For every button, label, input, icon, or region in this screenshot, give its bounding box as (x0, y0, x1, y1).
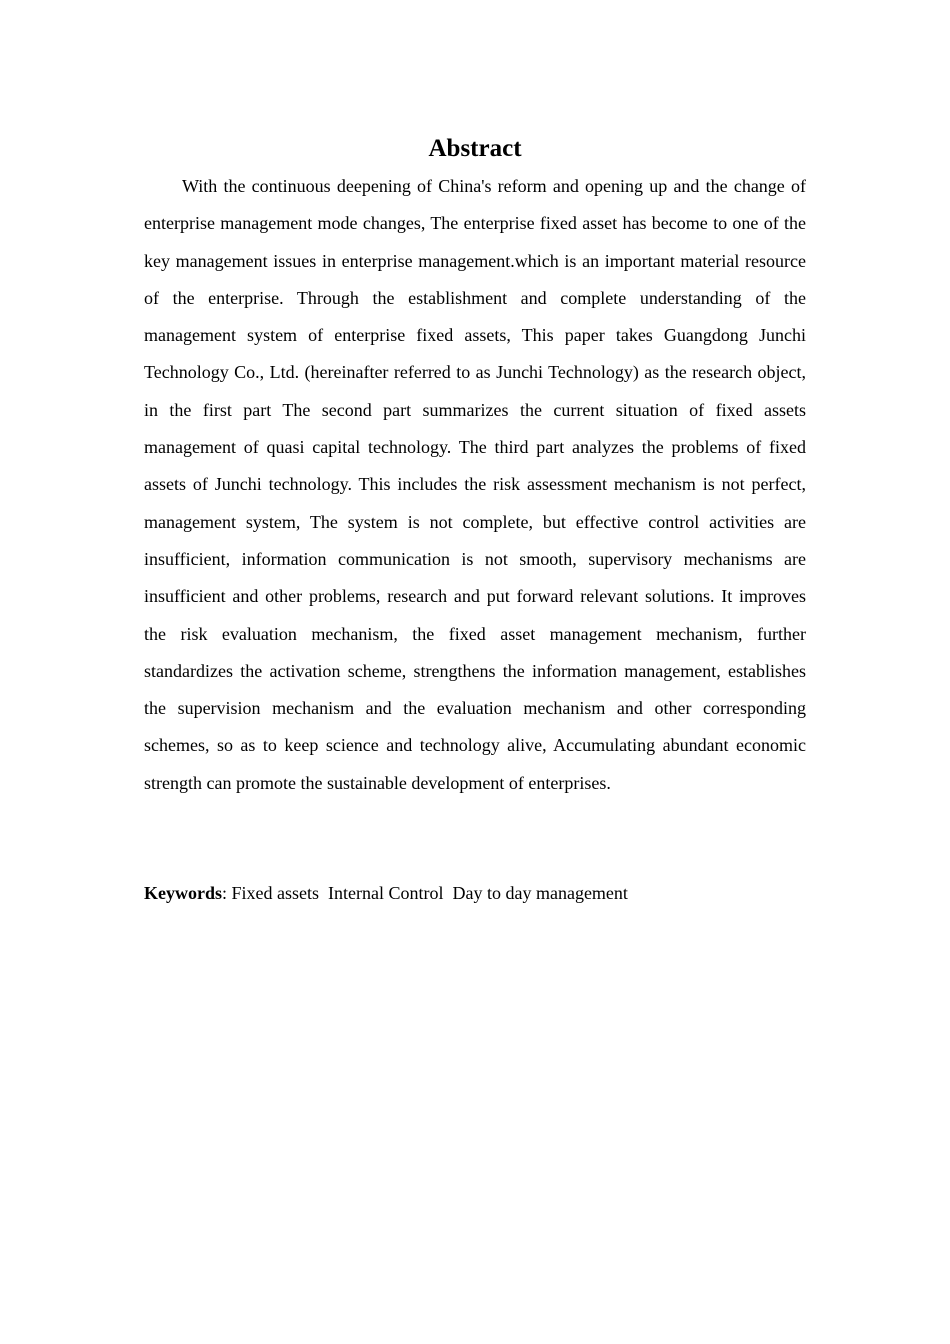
keywords-list: Fixed assets Internal Control Day to day management (231, 883, 628, 903)
abstract-body: With the continuous deepening of China's reform and opening up and the change of enterprise management mode changes, The enterprise fixed asset has become to one of the key management issues in enterprise management.which is an important material resource of the enterprise. Through the establishment and complete understanding of the management system of enterprise fixed assets, This paper takes Guangdong Junchi Technology Co., Ltd. (hereinafter referred to as Junchi Technology) as the research object, in the first part The second part summarizes the current situation of fixed assets management of quasi capital technology. The third part analyzes the problems of fixed assets of Junchi technology. This includes the risk assessment mechanism is not perfect, management system, The system is not complete, but effective control activities are insufficient, information communication is not smooth, supervisory mechanisms are insufficient and other problems, research and put forward relevant solutions. It improves the risk evaluation mechanism, the fixed asset management mechanism, further standardizes the activation scheme, strengthens the information management, establishes the supervision mechanism and the evaluation mechanism and other corresponding schemes, so as to keep science and technology alive, Accumulating abundant economic strength can promote the sustainable development of enterprises. (144, 176, 806, 793)
keywords-line (144, 878, 806, 908)
abstract-title: Abstract (428, 135, 522, 162)
keywords-label: Keywords (144, 883, 222, 903)
keywords-separator: : (222, 883, 232, 903)
